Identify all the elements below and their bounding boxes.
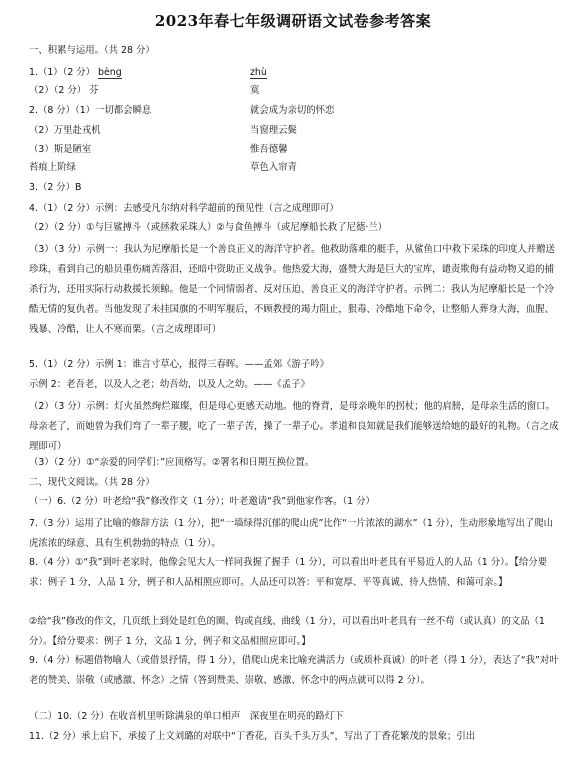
answer-line: （3）（2 分）①“亲爱的同学们：”应顶格写。②署名和日期互换位置。 [29, 457, 315, 468]
answer-line: 5.（1）（2 分）示例 1：谁言寸草心，报得三春晖。——孟郊《游子吟》 [29, 359, 329, 370]
answer-paragraph: 8.（4 分）①“我”到叶老家时，他像会见大人一样同我握了握手（1 分），可以看出叶老具有平易近人的人品（1 分）。【给分要求：例子 1 分，人品 1 分，例子和人品相照应即可。人品还可以答：平和宽厚、平等真诚、待人热情、和蔼可亲。】 [29, 557, 547, 588]
answer-line: （3）斯是陋室 [29, 144, 92, 155]
answer-paragraph: 9.（4 分）标题借物喻人（或借景抒情，得 1 分），借爬山虎来比喻充满活力（或质朴真诚）的叶老（得 1 分），表达了“我”对叶老的赞美、崇敬（或感激、怀念）之情（答到赞美、崇敬、感激、怀念中的两点就可以得 2 分）。 [29, 655, 559, 686]
poem-answer: 惟吾德馨 [250, 144, 288, 155]
poem-answer: 草色入帘青 [250, 162, 297, 173]
answer-line: 苔痕上阶绿 [29, 162, 76, 173]
answer-paragraph: （2）（3 分）示例：灯火虽然绚烂璀璨，但是母心更感天动地。他的脊背，是母亲晚年的拐杖；他的肩膀，是母亲生活的窗口。母亲老了，而她曾为我们弯了一辈子腰，吃了一辈子苦，操了一辈子心。孝道和良知就是我们能够送给她的最好的礼物。（言之成理即可） [29, 401, 559, 452]
answer-line: （2）万里赴戎机 [29, 125, 101, 136]
word-answer: 芬 [89, 85, 99, 96]
poem-answer: 当窗理云鬓 [250, 125, 297, 136]
answer-line: 示例 2：老吾老，以及人之老；幼吾幼，以及人之幼。——《孟子》 [29, 379, 310, 390]
answer-line: 2.（8 分）（1）一切都会瞬息 [29, 105, 152, 116]
pinyin-answer: bèng [98, 67, 122, 78]
section-heading-1: 一、积累与运用。（共 28 分） [29, 45, 155, 56]
answer-line: 1.（1）（2 分） bèng [29, 67, 122, 78]
section-heading-2: 二、现代文阅读。（共 28 分） [29, 477, 155, 488]
answer-line: （一）6.（2 分）叶老给“我”修改作文（1 分）；叶老邀请“我”到他家作客。（1 分） [29, 496, 375, 507]
answer-line: （二）10.（2 分）在收音机里听除满泉的单口相声 深夜里在明亮的路灯下 [29, 711, 344, 722]
document-title: 2023年春七年级调研语文试卷参考答案 [154, 12, 432, 30]
word-answer: 寞 [250, 85, 260, 96]
answer-line: 11.（2 分）承上启下，承接了上文刘璐的对联中“丁香花，百头千头万头”，写出了丁香花繁茂的景象；引出 [29, 731, 476, 742]
answer-line: （2）（2 分）①与巨鲨搏斗（或拯救采珠人）②与食鱼搏斗（或尼摩船长救了尼德·兰） [29, 222, 388, 233]
answer-line: 4.（1）（2 分）示例：去感受凡尔纳对科学超前的预见性（言之成理即可） [29, 203, 339, 214]
answer-paragraph: 7.（3 分）运用了比喻的修辞方法（1 分），把“一墙绿得沉郁的爬山虎”比作“一片浓浓的湖水”（1 分），生动形象地写出了爬山虎浓浓的绿意、具有生机勃勃的特点（1 分）。 [29, 518, 553, 549]
poem-answer: 就会成为亲切的怀恋 [250, 105, 335, 116]
pinyin-answer: zhù [250, 67, 267, 78]
answer-line: （2）（2 分） 芬 [29, 85, 99, 96]
answer-line: 3.（2 分）B [29, 182, 82, 193]
answer-paragraph: ②给“我”修改的作文，几页纸上到处是红色的圈、钩或直线、曲线（1 分），可以看出叶老具有一丝不苟（或认真）的文品（1 分）。【给分要求：例子 1 分，文品 1 分，例子和文品相照应即可。】 [29, 616, 545, 647]
answer-paragraph: （3）（3 分）示例一：我认为尼摩船长是一个善良正义的海洋守护者。他救助落难的艇手，从鲨鱼口中救下采珠的印度人并赠送珍珠，看到自己的船员重伤痛苦落泪，还暗中资助正义战争。他热爱大海，盛赞大海是巨大的宝库，谴责欺侮有益动物又追的捕杀行为，还用实际行动救援长须鲸。他是一个同情弱者、反对压迫、善良正义的海洋守护者。示例二：我认为尼摩船长是一个冷酷无情的复仇者。当他发现了未挂国旗的不明军舰后，不顾教授的竭力阻止，狠毒、冷酷地下命令，让整船人葬身大海，血腥、残暴、冷酷，让人不寒而栗。（言之成理即可） [29, 244, 555, 335]
